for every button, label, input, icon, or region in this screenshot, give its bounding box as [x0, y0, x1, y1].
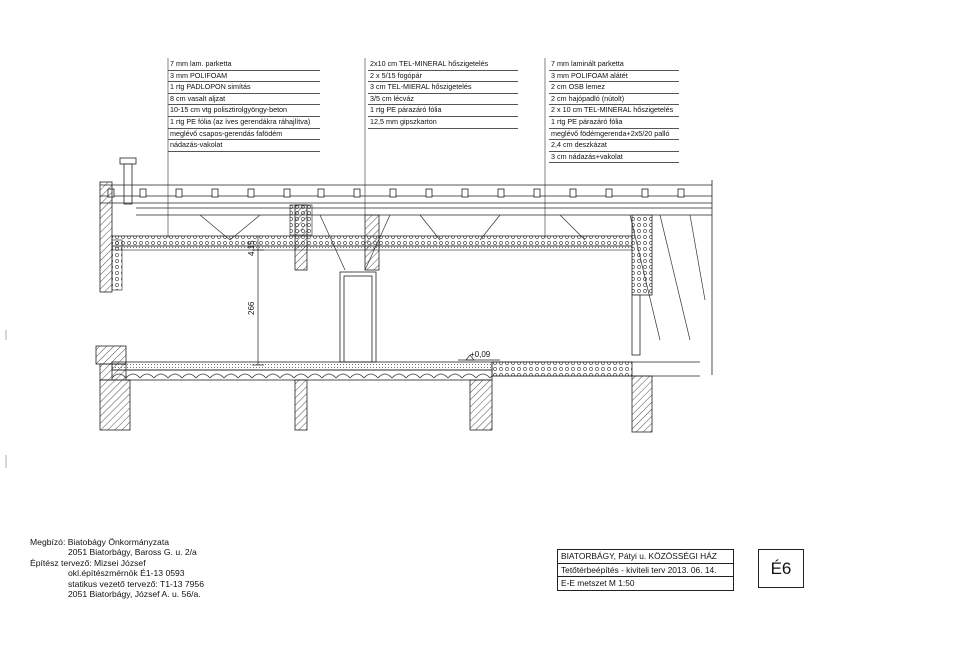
layers-middle — [368, 59, 518, 129]
client-line: 2051 Biatorbágy, Baross G. u. 2/a — [68, 547, 197, 558]
architect-line: Építész tervező: Mizsei József — [30, 557, 146, 568]
architect-line: statikus vezető tervező: T1-13 7956 — [68, 578, 204, 589]
layer-line: 8 cm vasalt aljzat — [168, 94, 320, 106]
truss — [200, 215, 705, 340]
layer-line: meglévő födémgerenda+2x5/20 palló — [549, 129, 679, 141]
layer-line: 7 mm laminált parketta — [549, 59, 679, 71]
layer-line: 3 mm POLIFOAM — [168, 71, 320, 83]
client-info — [30, 537, 204, 599]
lower-wall-left — [100, 380, 130, 430]
layer-line: 1 rtg PE párazáró fólia — [368, 105, 518, 117]
project-name: BIATORBÁGY, Pátyi u. KÖZÖSSÉGI HÁZ — [558, 550, 733, 564]
layer-line: 3 cm TEL-MIERAL hőszigetelés — [368, 82, 518, 94]
layer-line: 3 cm nádazás+vakolat — [549, 152, 679, 164]
layer-line: 2,4 cm deszkázat — [549, 140, 679, 152]
left-wall — [100, 182, 112, 292]
layer-line: 2 x 10 cm TEL-MINERAL hőszigetelés — [549, 105, 679, 117]
layer-line: 2 x 5/15 fogópár — [368, 71, 518, 83]
layers-right — [549, 59, 679, 163]
layer-line: 2 cm OSB lemez — [549, 82, 679, 94]
architect-line: okl.építészmérnök É1-13 0593 — [68, 568, 185, 579]
layer-line: 10-15 cm vtg polisztirolgyöngy-beton — [168, 105, 320, 117]
lower-wall-mid — [295, 380, 307, 430]
post-insulation — [290, 205, 312, 235]
layer-line: nádazás-vakolat — [168, 140, 320, 152]
layer-line: 1 rtg PE fólia (az íves gerendákra ráhajlítva) — [168, 117, 320, 129]
layer-line: 12,5 mm gipszkarton — [368, 117, 518, 129]
lower-wall-far — [632, 376, 652, 432]
layer-line: 2x10 cm TEL-MINERAL hőszigetelés — [368, 59, 518, 71]
lower-wall-right — [470, 380, 492, 430]
layer-line: 7 mm lam. parketta — [168, 59, 320, 71]
layers-left — [168, 59, 320, 152]
level-label: +0,09 — [470, 350, 491, 359]
layer-line: 2 cm hajópadló (nútolt) — [549, 94, 679, 106]
sheet-number: É6 — [758, 549, 804, 588]
client-line: Megbízó: Biatobágy Önkormányzata — [30, 537, 170, 547]
dim-upper: 4,15 — [247, 240, 256, 256]
layer-line: 1 rtg PADLOPON simítás — [168, 82, 320, 94]
door — [340, 272, 376, 362]
floor-screed — [112, 362, 492, 370]
layer-line: 1 rtg PE párazáró fólia — [549, 117, 679, 129]
middle-wall — [365, 215, 379, 270]
project-phase: Tetőtérbeépítés - kiviteli terv 2013. 06. 14. — [558, 564, 733, 578]
layer-line: 3 mm POLIFOAM alátét — [549, 71, 679, 83]
right-wall-insulation — [632, 215, 652, 295]
dim-height: 266 — [247, 301, 256, 315]
cornice — [96, 346, 126, 380]
floor-joists-right — [492, 362, 632, 376]
chimney — [120, 158, 136, 204]
title-block — [557, 549, 734, 591]
layer-line: 3/5 cm lécváz — [368, 94, 518, 106]
architect-line: 2051 Biatorbágy, József A. u. 56/a. — [68, 589, 201, 600]
floor-vault — [112, 370, 492, 380]
right-wall — [632, 295, 640, 355]
drawing-name: E-E metszet M 1:50 — [561, 578, 635, 588]
layer-line: meglévő csapos-gerendás fafödém — [168, 129, 320, 141]
roof-structure — [100, 180, 712, 375]
